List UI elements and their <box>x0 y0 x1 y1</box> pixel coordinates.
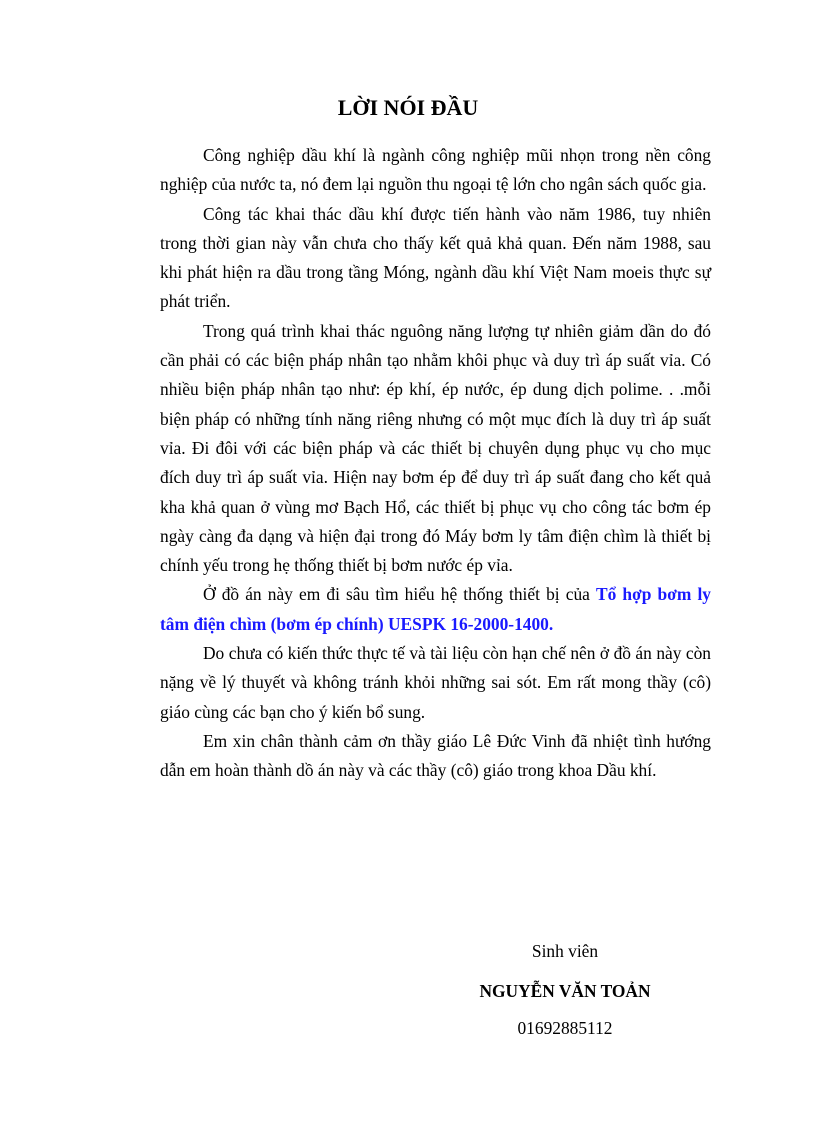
preface-body <box>160 141 711 786</box>
paragraph-4 <box>160 580 711 639</box>
project-title-highlight: Tổ hợp bơm ly tâm điện chìm (bơm ép chính) UESPK 16-2000-1400 <box>160 584 711 634</box>
paragraph-1: Công nghiệp dầu khí là ngành công nghiệp mũi nhọn trong nền công nghiệp của nước ta, nó đem lại nguồn thu ngoại tệ lớn cho ngân sách quốc gia. <box>160 145 711 195</box>
signature-phone: 01692885112 <box>517 1018 613 1038</box>
paragraph-4-suffix: . <box>548 613 554 634</box>
paragraph-2: Công tác khai thác dầu khí được tiến hành vào năm 1986, tuy nhiên trong thời gian này vẫn chưa cho thấy kết quả khả quan. Đến năm 1988, sau khi phát hiện ra dầu trong tầng Móng, ngành dầu khí Việt Nam moeis thực sự phát triển. <box>160 203 711 312</box>
signature-role: Sinh viên <box>531 941 599 961</box>
paragraph-5: Do chưa có kiến thức thực tế và tài liệu còn hạn chế nên ở đồ án này còn nặng về lý thuyết và không tránh khỏi những sai sót. Em rất mong thầy (cô) giáo cùng các bạn cho ý kiến bổ sung. <box>160 643 711 722</box>
page-title: LỜI NÓI ĐẦU <box>337 95 479 120</box>
paragraph-3: Trong quá trình khai thác nguông năng lượng tự nhiên giảm dần do đó cần phải có các biện pháp nhân tạo nhằm khôi phục và duy trì áp suất vỉa. Có nhiều biện pháp nhân tạo như: ép khí, ép nước, ép dung dịch polime. . .mỗi biện pháp có những tính năng riêng nhưng có một mục đích là duy trì áp suất vỉa. Đi đôi với các biện pháp và các thiết bị chuyên dụng phục vụ cho mục đích duy trì áp suất vỉa. Hiện nay bơm ép để duy trì áp suất đang cho kết quả kha khả quan ở vùng mơ Bạch Hổ, các thiết bị phục vụ cho công tác bơm ép ngày càng đa dạng và hiện đại trong đó Máy bơm ly tâm điện chìm là thiết bị chính yếu trong hẹ thống thiết bị bơm nước ép vỉa. <box>160 320 711 576</box>
signature-name: NGUYỄN VĂN TOẢN <box>479 981 651 1001</box>
paragraph-6: Em xin chân thành cảm ơn thầy giáo Lê Đức Vinh đã nhiệt tình hướng dẫn em hoàn thành dồ án này và các thầy (cô) giáo trong khoa Dầu khí. <box>160 730 711 781</box>
paragraph-4-prefix: Ở đồ án này em đi sâu tìm hiểu hệ thống thiết bị của <box>203 584 596 605</box>
